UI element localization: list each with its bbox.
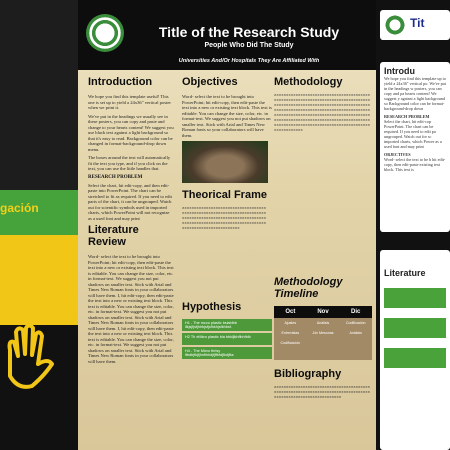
timeline-cell: Codificación [345, 321, 366, 325]
right-green-block [384, 288, 446, 308]
timeline-cell: Ajustes [284, 321, 297, 325]
left-poster-strip [0, 0, 78, 450]
introduction-paragraph: We've put in the headings we usually see in these posters, you can copy and paste and change to your hearts content! We suggest you use black text against a light background so that it's easy to read. Background color can be changed in format-background-drop down menu. [88, 113, 174, 152]
timeline-cell: Análisis [349, 331, 362, 335]
right-poster-header [380, 10, 450, 40]
university-seal-icon [384, 14, 406, 36]
timeline-cell: Jóv Mesonas [312, 331, 334, 335]
right-objectives-heading: OBJECTIVES [384, 152, 411, 157]
literature-review-heading: Literature Review [88, 224, 139, 248]
hypothesis-item: H1 - The mcco plastic bslablbb llkjsjfjsfjhhbjsfjsfhkhjsfkhbsf. [182, 319, 272, 331]
timeline-row [274, 328, 372, 338]
poster-column-2 [182, 74, 272, 361]
right-introduction-heading: Introdu [384, 66, 415, 76]
timeline-row [274, 318, 372, 328]
hands-photo [182, 141, 268, 183]
right-poster-strip [376, 0, 450, 450]
right-poster-title: Tit [410, 16, 425, 30]
theorical-frame-text: Xxxxxxxxxxxxxxxxxxxxxxxxxxxxxxxxxxxxxxxxxxxxxxxxxxxxxxxxxxxxxxxxxxxxxxxxxxxxxxxxxxxxxxxxxxxxxxxxxxxxxxxxxxxxxxxxxxxxxxxxxxxxxxxxxxxxxxxxxxxxxxxxxxxxxxxxxxxxxxxxxxxx [182, 207, 267, 231]
hypothesis-heading: Hypothesis [182, 301, 242, 313]
right-literature-card [380, 250, 450, 450]
objectives-heading: Objectives [182, 76, 238, 88]
methodology-timeline-heading: Methodology Timeline [274, 276, 343, 300]
timeline-cell: Codificación [280, 341, 301, 345]
introduction-paragraph: We hope you find this template useful! This one is set up to yield a 24x36" vertical poster when we print it. [88, 94, 171, 110]
right-introduction-card [380, 62, 450, 232]
timeline-header-row [274, 306, 372, 318]
methodology-text: Xxxxxxxxxxxxxxxxxxxxxxxxxxxxxxxxxxxxxxxxxxxxxxxxxxxxxxxxxxxxxxxxxxxxxxxxxxxxxxxxxxxxxxxxxxxxxxxxxxxxxxxxxxxxxxxxxxxxxxxxxxxxxxxxxxxxxxxxxxxxxxxxxxxxxxxxxxxxxxxxxxxxxxxxxxxxxxxxxxxxxxxxxxxxxxxxxxxxxxxxxxxxxxxxxxxxxxxxxxxxxxxxxxxxxxxxxxxxxxxxxxxxxxxxxxxxxxxxxxxxxxxxxxxxxxxxxxxxxxxxxxxxxxxxxxxx [274, 94, 371, 133]
right-green-block [384, 348, 446, 368]
timeline-month: Dic [339, 306, 372, 318]
theorical-frame-heading: Theorical Frame [182, 189, 267, 201]
hypothesis-item: H4 - The Micro thrisy lfbdbjfkjfjhnflhhdjfjffkfdjfkdjfks [182, 347, 272, 359]
timeline-cell: Entrevistas [281, 331, 300, 335]
timeline-month: Nov [307, 306, 340, 318]
methodology-heading: Methodology [274, 76, 343, 88]
left-band-label: gación [0, 201, 39, 215]
right-research-problem-text: Select the chart, hit edit-cop PowerPoint. The chart can be required. If you need to edit pa ungrouped. Watch out for sc imported charts, which Power as a used font and may print [384, 119, 442, 149]
introduction-paragraph: The boxes around the text will automatically fit the text you type, and if you click on the text, you can use the little handles that. [88, 155, 171, 171]
timeline-cell: Análisis [316, 321, 330, 325]
timeline-cell [339, 338, 372, 348]
hand-icon [0, 320, 60, 390]
right-green-block [384, 318, 446, 338]
poster-column-3 [274, 74, 372, 436]
timeline-row [274, 338, 372, 348]
poster-title: Title of the Research Study [158, 24, 340, 40]
hypothesis-item: H2 Th eMkro plastic bla bbkljlkhflbhfblb [182, 333, 272, 345]
poster-authors: People Who Did The Study [204, 42, 294, 49]
timeline-month: Oct [274, 306, 307, 318]
literature-review-text: Word- select the text to be brought into PowerPoint; hit edit-copy, then edit-paste the text into a new or existing text block. This text is editable. You can change the size, color, etc. in format-text. We suggest you not put shadows on smaller text. Stick with Arial and Times New Roman fonts in your collaborators will have them. I, hit edit-copy, then edit-paste the text into a new or existing text block. This text is editable. You can change the size, color, etc. in format-text. We suggest you not put shadows on smaller text. Stick with Arial and Times New Roman fonts in your collaborators will have them. I, hit edit-copy, then edit-paste the text into a new or existing text block. This text is editable. You can change the size, color, etc. in format-text. We suggest you not put shadows on smaller text. Stick with Arial and Times New Roman fonts in your collaborators will have them. [88, 254, 174, 364]
bibliography-text: Xxxxxxxxxxxxxxxxxxxxxxxxxxxxxxxxxxxxxxxxxxxxxxxxxxxxxxxxxxxxxxxxxxxxxxxxxxxxxxxxxxxxxxxxxxxxxxxxxxxxxxxxxxxx [274, 386, 371, 400]
introduction-heading: Introduction [88, 76, 153, 88]
methodology-timeline-table [274, 306, 372, 360]
poster-column-1 [88, 74, 174, 367]
research-problem-text: Select the chart, hit edit-copy, and then edit-paste into PowerPoint. The chart can be stretched to fit as required. If you need to edit parts of the chart, it can be ungrouped. Watch out for scientific symbols used in imported charts, which PowerPoint will not recognize as a used font and may print [88, 182, 172, 221]
bibliography-heading: Bibliography [274, 368, 342, 380]
left-yellow-panel [0, 235, 78, 325]
right-research-problem-heading: RESEARCH PROBLEM [384, 114, 430, 119]
right-literature-heading: Literature [384, 268, 426, 278]
research-problem-heading: RESEARCH PROBLEM [88, 174, 143, 180]
university-seal-icon [86, 14, 124, 52]
poster-affiliation: Universities And/Or Hospitals They Are Affiliated With [178, 58, 320, 64]
right-objectives-text: Word- select the text to be b hit edit-copy, then edit-paste existing text block. This text is [384, 157, 446, 172]
objectives-text: Word- select the text to be brought into PowerPoint; hit edit-copy, then edit-paste the text into a new or existing text block. This text is editable. You can change the size, color, etc. in format-text. We suggest you not put shadows on smaller text. Stick with Arial and Times New Roman fonts so your collaborators will have them. [182, 94, 272, 138]
poster-header [78, 0, 376, 70]
right-introduction-text: We hope you find this template up to yield a 24x36" vertical po. We've put in the headings w posters, you can copy and pa hearts content! We suggest y against a light background so Background color can be format-background-drop down [384, 76, 446, 111]
research-poster [78, 0, 376, 450]
timeline-cell [307, 338, 340, 348]
